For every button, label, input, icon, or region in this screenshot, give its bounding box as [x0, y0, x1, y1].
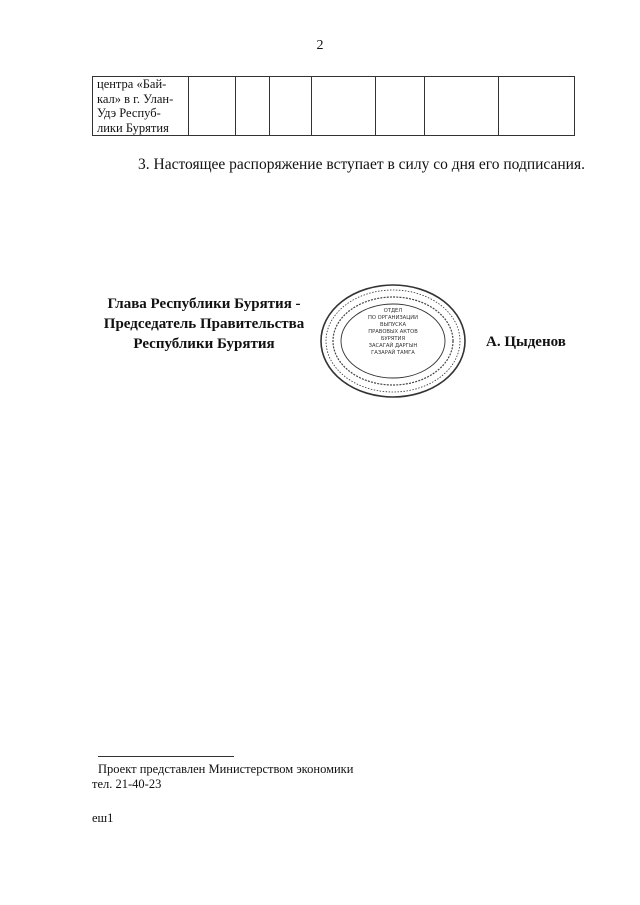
table-cell	[376, 77, 425, 136]
cell-text-line: центра «Бай-	[97, 77, 167, 91]
table-cell	[312, 77, 376, 136]
cell-text-line: лики Бурятия	[97, 120, 169, 135]
table-cell	[425, 77, 499, 136]
seal-text-line: БУРЯТИЯ	[380, 336, 406, 342]
signatory-title	[98, 294, 310, 354]
official-seal	[318, 282, 468, 400]
seal-text-line: ЗАСАГАЙ ДАРГЫН	[368, 343, 418, 349]
table-cell	[189, 77, 236, 136]
page-number: 2	[316, 38, 324, 53]
table-cell	[270, 77, 312, 136]
signatory-title-line: Глава Республики Бурятия -	[107, 296, 301, 312]
footnote-project-line: Проект представлен Министерством экономики	[98, 762, 354, 776]
seal-text-line: ВЫПУСКА	[379, 322, 407, 328]
table-cell-region	[93, 77, 189, 136]
document-code: еш1	[92, 811, 114, 825]
cell-text-line: кал» в г. Улан-	[97, 91, 174, 106]
signatory-name: А. Цыденов	[486, 334, 566, 350]
footnote-divider	[98, 756, 234, 757]
signatory-title-line: Республики Бурятия	[133, 336, 275, 352]
seal-text-line: ОТДЕЛ	[383, 308, 403, 314]
table-cell	[236, 77, 270, 136]
footnote-phone-line: тел. 21-40-23	[92, 777, 162, 791]
table-cell	[499, 77, 575, 136]
seal-text-line: ПО ОРГАНИЗАЦИИ	[367, 315, 419, 321]
seal-text-line: ПРАВОВЫХ АКТОВ	[368, 329, 418, 335]
seal-text-line: ГАЗАРАЙ ТАМГА	[371, 350, 415, 356]
cell-text-line: Удэ Респуб-	[97, 106, 161, 120]
signatory-title-line: Председатель Правительства	[103, 316, 305, 332]
effective-date-paragraph: 3. Настоящее распоряжение вступает в силу со дня его подписания.	[138, 156, 585, 173]
continuation-table	[92, 76, 575, 136]
